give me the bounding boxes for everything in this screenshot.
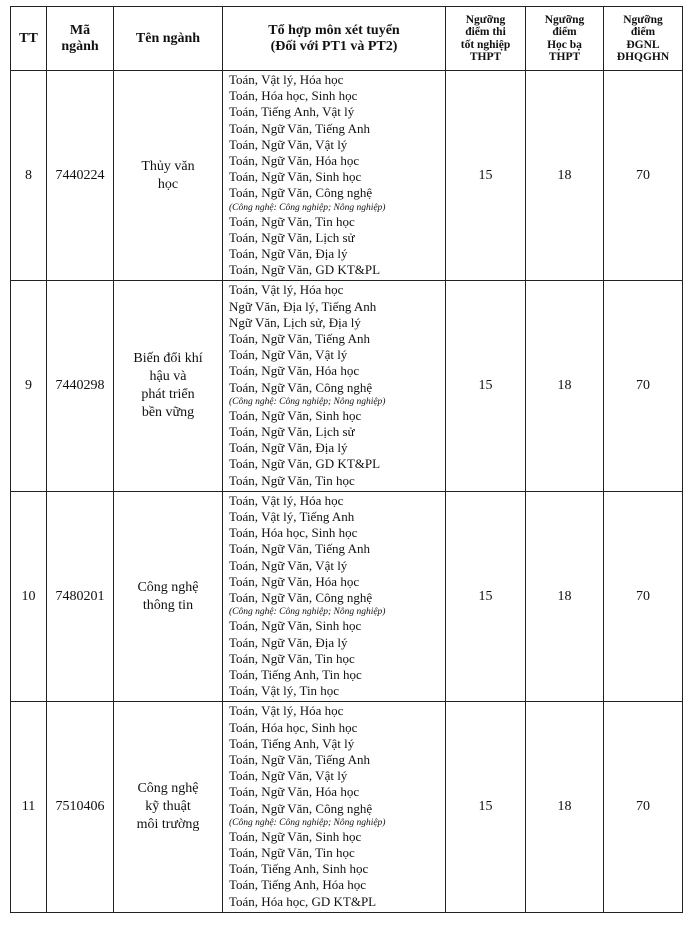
combo-line: Toán, Hóa học, Sinh học: [229, 88, 358, 104]
combo-line: Toán, Ngữ Văn, Vật lý: [229, 768, 348, 784]
row-tt: 11: [11, 702, 47, 912]
combo-line: Toán, Ngữ Văn, Vật lý: [229, 136, 348, 152]
combo-line: Toán, Vật lý, Hóa học: [229, 703, 344, 719]
row-name-line: Công nghệ: [137, 579, 199, 595]
row-threshold-dgnl: 70: [604, 71, 683, 281]
header-tt: TT: [11, 7, 47, 71]
combo-line: Toán, Ngữ Văn, Vật lý: [229, 557, 348, 573]
combo-line: Toán, Ngữ Văn, Tin học: [229, 472, 355, 488]
combo-line: Ngữ Văn, Địa lý, Tiếng Anh: [229, 298, 377, 314]
row-code: 7510406: [47, 702, 114, 912]
row-tt: 8: [11, 71, 47, 281]
combo-line: Toán, Ngữ Văn, Công nghệ: [229, 379, 373, 395]
row-name-line: phát triển: [141, 387, 195, 403]
row-threshold-thpt: 15: [446, 491, 526, 701]
row-threshold-thpt: 15: [446, 281, 526, 491]
admission-table: [10, 6, 683, 913]
combo-line: Toán, Vật lý, Hóa học: [229, 72, 344, 87]
combo-note: (Công nghệ: Công nghiệp; Nông nghiệp): [229, 202, 386, 213]
header-nguong-dgnl: Ngưỡng điểm ĐGNL ĐHQGHN: [604, 7, 683, 71]
combo-line: Toán, Ngữ Văn, Tin học: [229, 650, 355, 666]
row-combos: [223, 491, 446, 701]
combo-line: Toán, Hóa học, GD KT&PL: [229, 893, 377, 909]
combo-line: Toán, Ngữ Văn, Sinh học: [229, 407, 362, 423]
table-row: [11, 71, 683, 281]
combo-line: Toán, Tiếng Anh, Vật lý: [229, 104, 355, 120]
combo-line: Toán, Ngữ Văn, Tiếng Anh: [229, 541, 370, 557]
row-code: 7440298: [47, 281, 114, 491]
combo-line: Toán, Ngữ Văn, Hóa học: [229, 784, 360, 800]
row-threshold-hocba: 18: [526, 71, 604, 281]
combo-line: Toán, Ngữ Văn, Tin học: [229, 844, 355, 860]
row-combos: [223, 71, 446, 281]
row-threshold-thpt: 15: [446, 71, 526, 281]
combo-line: Toán, Ngữ Văn, Địa lý: [229, 246, 348, 262]
row-name-line: Công nghệ: [137, 781, 199, 797]
combo-line: Toán, Ngữ Văn, Hóa học: [229, 573, 360, 589]
combo-line: Toán, Ngữ Văn, Hóa học: [229, 363, 360, 379]
combo-line: Toán, Ngữ Văn, Tiếng Anh: [229, 751, 370, 767]
combo-line: Toán, Tiếng Anh, Hóa học: [229, 877, 367, 893]
header-ten-nganh: Tên ngành: [114, 7, 223, 71]
combo-line: Toán, Ngữ Văn, Công nghệ: [229, 185, 373, 201]
row-name: [114, 491, 223, 701]
combo-line: Toán, Ngữ Văn, Lịch sử: [229, 424, 355, 440]
combo-line: Toán, Vật lý, Hóa học: [229, 282, 344, 298]
row-threshold-dgnl: 70: [604, 281, 683, 491]
combo-line: Toán, Tiếng Anh, Vật lý: [229, 735, 355, 751]
row-threshold-thpt: 15: [446, 702, 526, 912]
row-name-line: hậu và: [149, 369, 187, 385]
combo-note: (Công nghệ: Công nghiệp; Nông nghiệp): [229, 396, 386, 407]
combo-note: (Công nghệ: Công nghiệp; Nông nghiệp): [229, 817, 386, 828]
combo-line: Ngữ Văn, Lịch sử, Địa lý: [229, 314, 361, 330]
combo-note: (Công nghệ: Công nghiệp; Nông nghiệp): [229, 607, 386, 618]
row-threshold-hocba: 18: [526, 702, 604, 912]
combo-line: Toán, Ngữ Văn, Sinh học: [229, 169, 362, 185]
row-combos: [223, 281, 446, 491]
row-name-line: học: [157, 176, 179, 192]
header-to-hop: Tổ hợp môn xét tuyển (Đối với PT1 và PT2): [223, 7, 446, 71]
row-name-line: Thủy văn: [141, 158, 195, 174]
row-name-line: Biến đổi khí: [133, 351, 203, 367]
combo-line: Toán, Ngữ Văn, Lịch sử: [229, 229, 355, 245]
combo-line: Toán, Ngữ Văn, Vật lý: [229, 347, 348, 363]
combo-line: Toán, Ngữ Văn, Tin học: [229, 213, 355, 229]
row-threshold-hocba: 18: [526, 491, 604, 701]
combo-line: Toán, Vật lý, Hóa học: [229, 492, 344, 508]
row-threshold-hocba: 18: [526, 281, 604, 491]
combo-line: Toán, Ngữ Văn, Địa lý: [229, 440, 348, 456]
combo-line: Toán, Ngữ Văn, Tiếng Anh: [229, 120, 370, 136]
combo-line: Toán, Ngữ Văn, Sinh học: [229, 618, 362, 634]
row-combos: [223, 702, 446, 912]
combo-line: Toán, Ngữ Văn, GD KT&PL: [229, 456, 381, 472]
combo-line: Toán, Ngữ Văn, GD KT&PL: [229, 262, 381, 278]
row-name-line: kỹ thuật: [145, 799, 191, 815]
combo-line: Toán, Ngữ Văn, Địa lý: [229, 634, 348, 650]
header-nguong-thi: Ngưỡng điểm thi tốt nghiệp THPT: [446, 7, 526, 71]
row-name-line: thông tin: [142, 597, 194, 613]
table-row: [11, 281, 683, 491]
combo-line: Toán, Ngữ Văn, Hóa học: [229, 153, 360, 169]
combo-line: Toán, Ngữ Văn, Công nghệ: [229, 590, 373, 606]
row-name: [114, 281, 223, 491]
row-name-line: bền vững: [141, 405, 195, 421]
combo-line: Toán, Vật lý, Tiếng Anh: [229, 509, 355, 525]
table-row: [11, 491, 683, 701]
row-code: 7480201: [47, 491, 114, 701]
table-header: [11, 7, 683, 71]
combo-line: Toán, Ngữ Văn, Công nghệ: [229, 800, 373, 816]
row-tt: 10: [11, 491, 47, 701]
combo-line: Toán, Hóa học, Sinh học: [229, 525, 358, 541]
table-body: [11, 71, 683, 913]
combo-line: Toán, Hóa học, Sinh học: [229, 719, 358, 735]
header-ma-nganh: Mã ngành: [47, 7, 114, 71]
table-row: [11, 702, 683, 912]
combo-line: Toán, Vật lý, Tin học: [229, 683, 340, 699]
combo-line: Toán, Ngữ Văn, Tiếng Anh: [229, 331, 370, 347]
combo-line: Toán, Ngữ Văn, Sinh học: [229, 828, 362, 844]
row-name-line: môi trường: [136, 817, 200, 833]
row-threshold-dgnl: 70: [604, 491, 683, 701]
row-code: 7440224: [47, 71, 114, 281]
row-name: [114, 702, 223, 912]
row-tt: 9: [11, 281, 47, 491]
row-name: [114, 71, 223, 281]
header-nguong-hocba: Ngưỡng điểm Học bạ THPT: [526, 7, 604, 71]
combo-line: Toán, Tiếng Anh, Tin học: [229, 666, 362, 682]
row-threshold-dgnl: 70: [604, 702, 683, 912]
combo-line: Toán, Tiếng Anh, Sinh học: [229, 861, 369, 877]
